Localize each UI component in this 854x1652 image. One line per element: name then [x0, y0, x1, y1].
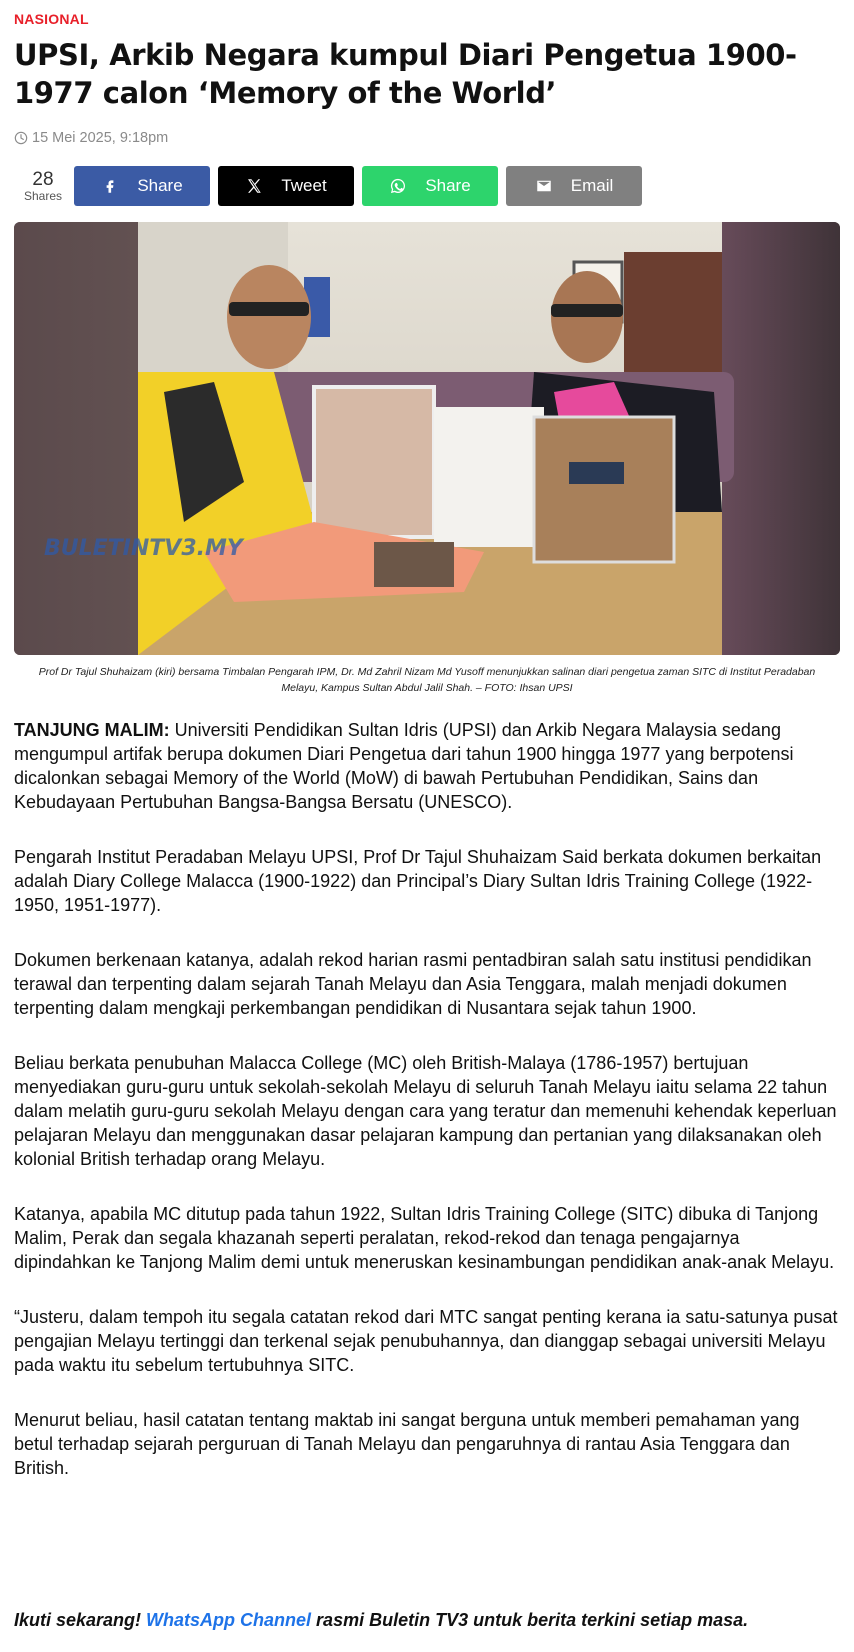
date-text: 15 Mei 2025, 9:18pm: [32, 130, 169, 146]
whatsapp-channel-link[interactable]: WhatsApp Channel: [146, 1610, 312, 1630]
category-label[interactable]: NASIONAL: [14, 11, 89, 27]
paragraph-6: “Justeru, dalam tempoh itu segala catatan rekod dari MTC sangat penting kerana ia satu-satunya pusat pengajian Melayu tertinggi dan terkenal sejak penubuhannya, dan dianggap sebagai universiti Melayu pada waktu itu sebelum tertubuhnya SITC.: [14, 1307, 838, 1375]
paragraph-1-text: Universiti Pendidikan Sultan Idris (UPSI) dan Arkib Negara Malaysia sedang mengumpul artifak berupa dokumen Diari Pengetua dari tahun 1900 hingga 1977 yang berpotensi dicalonkan sebagai Memory of the World (MoW) di bawah Pertubuhan Pendidikan, Sains dan Kebudayaan Pertubuhan Bangsa-Bangsa Bersatu (UNESCO).: [14, 720, 794, 812]
email-share-button[interactable]: [506, 166, 642, 206]
whatsapp-icon: [389, 177, 407, 195]
photo-illustration: [14, 222, 840, 655]
share-count-label: Shares: [23, 189, 63, 203]
whatsapp-share-button[interactable]: [362, 166, 498, 206]
clock-icon: [14, 131, 28, 145]
cta-suffix: rasmi Buletin TV3 untuk berita terkini setiap masa.: [311, 1610, 749, 1630]
share-count-number: 28: [32, 169, 54, 190]
whatsapp-channel-cta: [14, 1608, 840, 1632]
facebook-share-label: Share: [137, 176, 183, 195]
photo-watermark: BULETINTV3.MY: [44, 536, 243, 561]
email-icon: [535, 177, 553, 195]
paragraph-3: Dokumen berkenaan katanya, adalah rekod harian rasmi pentadbiran salah satu institusi pendidikan terawal dan terpenting dalam sejarah Tanah Melayu dan Asia Tenggara, malah menjadi dokumen terpenting dalam mengkaji perkembangan pendidikan di Nusantara sejak tahun 1900.: [14, 950, 812, 1018]
email-share-label: Email: [570, 176, 614, 195]
paragraph-7: Menurut beliau, hasil catatan tentang maktab ini sangat berguna untuk memberi pemahaman yang betul terhadap sejarah perguruan di Tanah Melayu dan pengaruhnya di rantau Asia Tenggara dan British.: [14, 1410, 800, 1478]
dateline: TANJUNG MALIM:: [14, 720, 170, 740]
article-title: UPSI, Arkib Negara kumpul Diari Pengetua 1900-1977 calon ‘Memory of the World’: [14, 38, 797, 110]
paragraph-2: Pengarah Institut Peradaban Melayu UPSI, Prof Dr Tajul Shuhaizam Said berkata dokumen berkaitan adalah Diary College Malacca (1900-1922) dan Principal’s Diary Sultan Idris Training College (1922-1950, 1951-1977).: [14, 847, 822, 915]
share-bar: [14, 166, 650, 206]
paragraph-5: Katanya, apabila MC ditutup pada tahun 1922, Sultan Idris Training College (SITC) dibuka di Tanjong Malim, Perak dan segala khazanah seperti peralatan, rekod-rekod dan tenaga pengajarnya dipindahkan ke Tanjong Malim demi untuk meneruskan kesinambungan pendidikan anak-anak Melayu.: [14, 1204, 835, 1272]
paragraph-1: [14, 718, 840, 814]
cta-prefix: Ikuti sekarang!: [14, 1610, 147, 1630]
paragraph-4: Beliau berkata penubuhan Malacca College (MC) oleh British-Malaya (1786-1957) bertujuan menyediakan guru-guru untuk sekolah-sekolah Melayu di seluruh Tanah Melayu iaitu selama 22 tahun dalam melatih guru-guru sekolah Melayu dengan cara yang teratur dan memenuhi kehendak keperluan pelajaran Melayu dan menggunakan dasar pelajaran kampung dan pertanian yang dilaksanakan oleh kolonial British terhadap orang Melayu.: [14, 1053, 837, 1169]
x-icon: [245, 177, 263, 195]
facebook-icon: [101, 177, 119, 195]
whatsapp-share-label: Share: [425, 176, 471, 195]
tweet-button[interactable]: [218, 166, 354, 206]
article-date: [14, 130, 168, 146]
article-photo[interactable]: [14, 222, 840, 655]
share-count: [14, 170, 72, 202]
facebook-share-button[interactable]: [74, 166, 210, 206]
tweet-label: Tweet: [281, 176, 327, 195]
article-body: [14, 718, 840, 1511]
photo-caption: Prof Dr Tajul Shuhaizam (kiri) bersama Timbalan Pengarah IPM, Dr. Md Zahril Nizam Md Yusoff menunjukkan salinan diari pengetua zaman SITC di Institut Peradaban Melayu, Kampus Sultan Abdul Jalil Shah. – FOTO: Ihsan UPSI: [38, 666, 816, 694]
